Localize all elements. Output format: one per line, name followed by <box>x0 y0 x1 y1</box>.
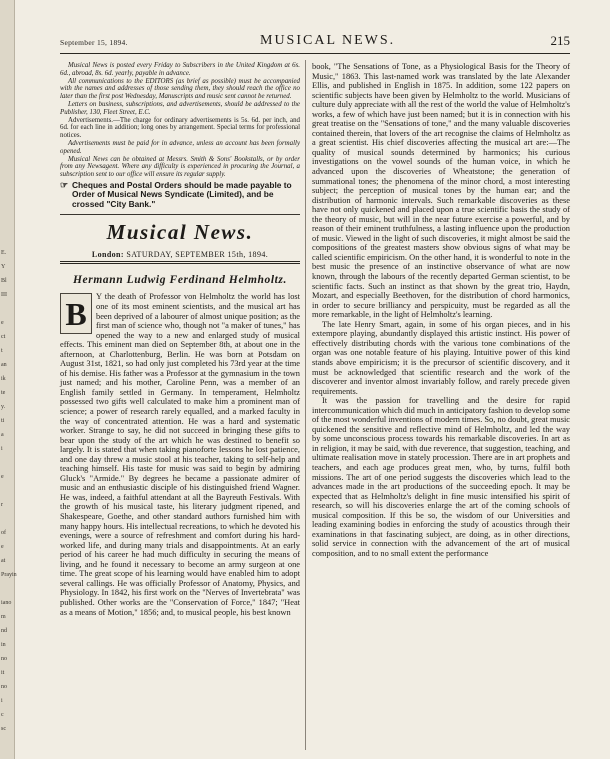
margin-fragment: e <box>1 320 4 326</box>
publisher-notice: Musical News is posted every Friday to Subscribers in the United Kingdom at 6s. 6d., abroad, 8s. 6d. yearly, payable in advance. <box>60 62 300 77</box>
drop-cap: B <box>60 293 92 334</box>
margin-fragment: at <box>1 558 6 564</box>
publisher-notice: Musical News can be obtained at Messrs. Smith & Sons' Bookstalls, or by order from any Newsagent. Where any difficulty is experienced in procuring the Journal, a subscription sent to our office will ensure its regular supply. <box>60 155 300 179</box>
margin-fragment: E. <box>1 250 7 256</box>
masthead-bottom-rule <box>60 261 300 264</box>
header-date: September 15, 1894. <box>60 38 128 47</box>
margin-fragment: no <box>1 684 7 690</box>
previous-page-margin <box>0 0 15 759</box>
margin-fragment: sc <box>1 726 6 732</box>
margin-fragment: y. <box>1 404 6 410</box>
margin-fragment: i <box>1 698 3 704</box>
right-column <box>312 62 570 558</box>
publisher-notice: All communications to the EDITORS (as brief as possible) must be accompanied with the names and addresses of those sending them, they should reach the office no later than the first post Wednesday, Manuscripts and music sent cannot be returned. <box>60 77 300 101</box>
masthead-top-rule <box>60 214 300 215</box>
publisher-notices <box>60 62 300 179</box>
margin-fragment: III <box>1 292 7 298</box>
issue-place: London: <box>91 250 124 260</box>
margin-fragment: it <box>1 670 5 676</box>
pointing-hand-icon: ☞ <box>60 179 69 190</box>
left-column <box>60 62 300 617</box>
margin-fragment: te <box>1 390 6 396</box>
margin-fragment: m <box>1 614 6 620</box>
margin-fragment: in <box>1 642 6 648</box>
margin-fragment: nd <box>1 628 7 634</box>
column-divider <box>305 60 306 750</box>
margin-fragment: Y <box>1 264 6 270</box>
article-title: Hermann Ludwig Ferdinand Helmholtz. <box>73 274 287 287</box>
margin-fragment: an <box>1 362 7 368</box>
margin-fragment: e <box>1 474 4 480</box>
margin-fragment: a <box>1 432 4 438</box>
cheque-notice <box>60 181 300 210</box>
margin-fragment: Bl <box>1 278 7 284</box>
article-paragraph: It was the passion for travelling and the desire for rapid intercommunication which did much in anticipatory fashion to develop some of the most wonderful inventions of modern times. So, no doubt, great music quickened the sensitive and reflective mind of Helmholtz, and led the way by some unconscious process towards his remarkable discoveries. In art as in religion, it may be said, with due reverence, that suggestion, teaching, and ultimate realisation move in stately procession. There are in art prophets and teachers, and each age produces great men, who, by turns, fulfil both missions. The art of one period suggests the discoveries which lead to the advances made in the art productions of the succeeding epoch. It may be expected that as Helmholtz's delight in fine music intensified his spirit of research, so will his discoveries enlarge the art of the coming schools of musical composition. If this be so, the wisdom of our Universities and leading examining bodies in enforcing the study of acoustics through their examinations in that fascinating subject, are doing, as in other directions, solid service in connection with the advancement of the art of musical composition, and to no small extent the performance <box>312 396 570 558</box>
margin-fragment: i <box>1 446 3 452</box>
margin-fragment: iano <box>1 600 12 606</box>
margin-fragment: t <box>1 348 3 354</box>
margin-fragment: ct <box>1 334 6 340</box>
article-paragraph: book, "The Sensations of Tone, as a Physiological Basis for the Theory of Music," 1863. This last-named work was translated by the late Alexander Ellis, and published in English in 1875. In addition, some 122 papers on scientific subjects have been given by Helmholtz to the world. Musicians of culture duly appreciate with all the rest of the world the value of Helmholtz's works, a few of which have just been named; but it is in connection with his great treatise on the "Sensations of tone," and the many valuable discoveries contained therein, that lovers of the art recognise the claims of Helmholtz as a great scientist. His chief discoveries affecting the musical art are:—The quality of musical sounds determined by harmonics; his curious investigations on the vowel sounds of the human voice, in which he advanced upon the discoveries of Wheatstone; the generation of summational tones; the phenomena of the minor chord, a most interesting subject; the perception of musical tones by the human ear; and the distribution of harmonic intervals. Such remarkable discoveries as these have not only quickened and placed upon a true scientific basis the study of the theory of music, but will in the near future exercise a powerful, and by reason of their eminent truthfulness, a lasting influence upon the production of music. Viewed in the light of such discoveries, it might almost be said the compositions of the greatest masters show obvious signs of what may be called scientific empiricism. On the other hand, it is wonderful to note in the best music the presence of an instinctive observance of what are now known, through the labours of the recently departed German scientist, to be scientific facts. Such an instinct as that shown by the great trio, Haydn, Mozart, and especially Beethoven, for the distribution of chord harmonics, in order to secure brilliancy and perspicuity, must be regarded as all the more remarkable, in the light of Helmholtz's learning. <box>312 62 570 320</box>
margin-fragment: c <box>1 712 4 718</box>
publisher-notice: Advertisements must be paid for in advance, unless an account has been formally opened. <box>60 139 300 155</box>
margin-fragment: ti <box>1 418 5 424</box>
masthead: Musical News. <box>106 220 254 245</box>
cheque-notice-text: Cheques and Postal Orders should be made payable to Order of Musical News Syndicate (Limited), and be crossed "City Bank." <box>72 179 292 209</box>
article-body-left <box>60 292 300 617</box>
header-title: MUSICAL NEWS. <box>260 33 396 48</box>
margin-fragment: of <box>1 530 6 536</box>
margin-fragment: ik <box>1 376 6 382</box>
margin-fragment: e <box>1 544 4 550</box>
margin-fragment: r <box>1 502 3 508</box>
page-number: 215 <box>550 33 570 48</box>
header-rule <box>60 53 570 54</box>
article-paragraph: The late Henry Smart, again, in some of his organ pieces, and in his extempore playing, abundantly displayed this artistic instinct. His power of effectively distributing chords with the various tone combinations of the organ was one notable feature of his playing. Intuitive power of this kind stands above empiricism; it is the precursor of scientific discovery, and it must be acknowledged that scientific research and the work of the discoverer and inventor almost invariably follow, and rarely precede given requirements. <box>312 319 570 396</box>
publisher-notice: Letters on business, subscriptions, and advertisements, should be addressed to the Publisher, 130, Fleet Street, E.C. <box>60 100 300 116</box>
article-body-right <box>312 62 570 558</box>
article-paragraph: Y the death of Professor von Helmholtz the world has lost one of its most eminent scientists, and the musical art has been deprived of a labourer of almost unique position; as the first man of science who, though not "a maker of tunes," has opened the way to a new and enlarged study of musical effects. This eminent man died on September 8th, at about one in the afternoon, at Charlottenburg, Berlin. He was born at Potsdam on August 31st, 1821, so had only just completed his 73rd year at the time of his demise. His father was a Professor at the gymnasium in the town just named; and his mother, Caroline Penn, was a member of an English family settled in Germany. In temperament, Helmholtz possessed two gifts well calculated to make him a prominent man of science; a power of research rarely equalled, and a marked faculty in the way of concentrated attention. He was a hard and systematic worker. Strange to say, he did not succeed in bringing these gifts to bear upon the study of the art which he was destined to benefit so largely. It is stated that when taking pianoforte lessons he lost patience, and one day threw a music stool at his teacher, taking to self-help and teaching himself. His taste for music was said to begin by admiring Gluck's "Armide." By degrees he became a passionate admirer of music and an enthusiastic disciple of his distinguished friend Wagner. He was, indeed, a faithful attendant at all the Bayreuth Festivals. With the growth of his musical taste, his literary judgment ripened, and Shakespeare, Goethe, and other standard authors furnished him with many happy hours. His intellectual recreations, to which he devoted his evenings, were a source of refreshment and comfort during his hard-worked life, and during many trials and disappointments. At an early period of his career he had much difficulty in securing the means of living, and he found it necessary to become an army surgeon at one time. The great scope of his learning would have enabled him to adopt several callings. He was officially Professor of Anatomy, Physics, and Physiology. In 1842, his first work on the "Nerves of Invertebrata" was published. Other works are the "Conservation of Force," 1847; "Heat as a means of Motion," 1856; and, to musical people, his best known <box>60 292 300 617</box>
publisher-notice: Advertisements.—The charge for ordinary advertisements is 5s. 6d. per inch, and 6d. for each line in addition; long ones by arrangement. Special terms for professional notices. <box>60 116 300 140</box>
running-header <box>60 33 570 49</box>
margin-fragment: no <box>1 656 7 662</box>
issue-line <box>60 250 300 259</box>
margin-fragment: Prayin <box>1 572 17 578</box>
issue-date: SATURDAY, SEPTEMBER 15th, 1894. <box>126 250 269 260</box>
